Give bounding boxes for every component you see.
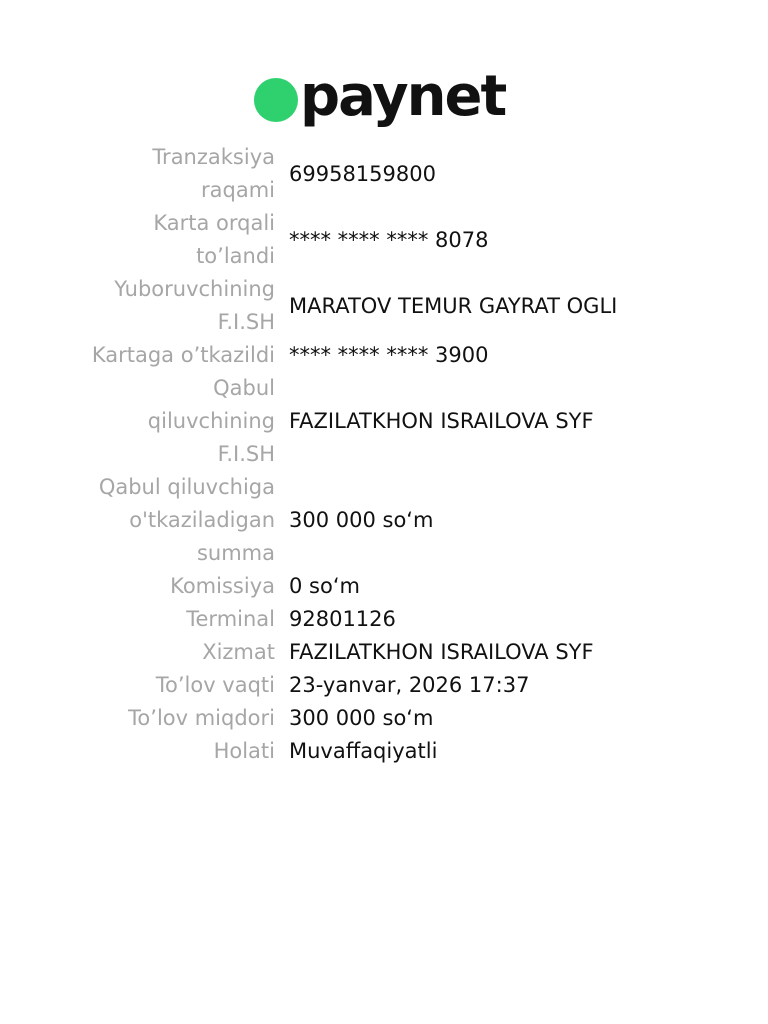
receipt-details <box>0 141 768 768</box>
row-value: MARATOV TEMUR GAYRAT OGLI <box>289 293 618 318</box>
row-label: Yuboruvchining F.I.SH <box>114 277 275 334</box>
row-value: 300 000 so‘m <box>289 706 434 730</box>
row-value: 92801126 <box>289 607 396 631</box>
row-service <box>0 636 768 669</box>
row-value: 69958159800 <box>289 161 436 186</box>
row-label: To’lov vaqti <box>155 673 275 697</box>
row-label: Tranzaksiya raqami <box>152 145 275 202</box>
row-label: Terminal <box>186 607 275 631</box>
row-label: Karta orqali to’landi <box>153 211 275 268</box>
status-value: Muvaffaqiyatli <box>289 739 438 763</box>
row-value: **** **** **** 8078 <box>289 227 489 252</box>
row-label: Kartaga o’tkazildi <box>91 343 275 367</box>
row-label: Komissiya <box>170 574 275 598</box>
row-recipient-amount <box>0 471 768 570</box>
row-label: To’lov miqdori <box>128 706 275 730</box>
row-terminal <box>0 603 768 636</box>
row-value: 23-yanvar, 2026 17:37 <box>289 673 530 697</box>
row-recipient-name <box>0 372 768 471</box>
row-transferred-to-card <box>0 339 768 372</box>
row-status <box>0 735 768 768</box>
paynet-logo <box>254 64 505 130</box>
row-sender-name <box>0 273 768 339</box>
logo-text: paynet <box>300 64 506 129</box>
row-label: Holati <box>213 739 275 763</box>
row-value: 0 so‘m <box>289 574 360 598</box>
row-value: FAZILATKHON ISRAILOVA SYF <box>289 409 594 433</box>
row-payment-amount <box>0 702 768 735</box>
row-payment-time <box>0 669 768 702</box>
row-label: Xizmat <box>202 640 275 664</box>
logo-dot-icon <box>254 78 298 122</box>
row-value: 300 000 so‘m <box>289 508 434 532</box>
row-commission <box>0 570 768 603</box>
row-value: **** **** **** 3900 <box>289 343 489 367</box>
row-paid-by-card <box>0 207 768 273</box>
row-value: FAZILATKHON ISRAILOVA SYF <box>289 640 594 664</box>
row-label: Qabul qiluvchining F.I.SH <box>147 376 275 466</box>
row-transaction-number <box>0 141 768 207</box>
row-label: Qabul qiluvchiga o'tkaziladigan summa <box>98 475 275 565</box>
